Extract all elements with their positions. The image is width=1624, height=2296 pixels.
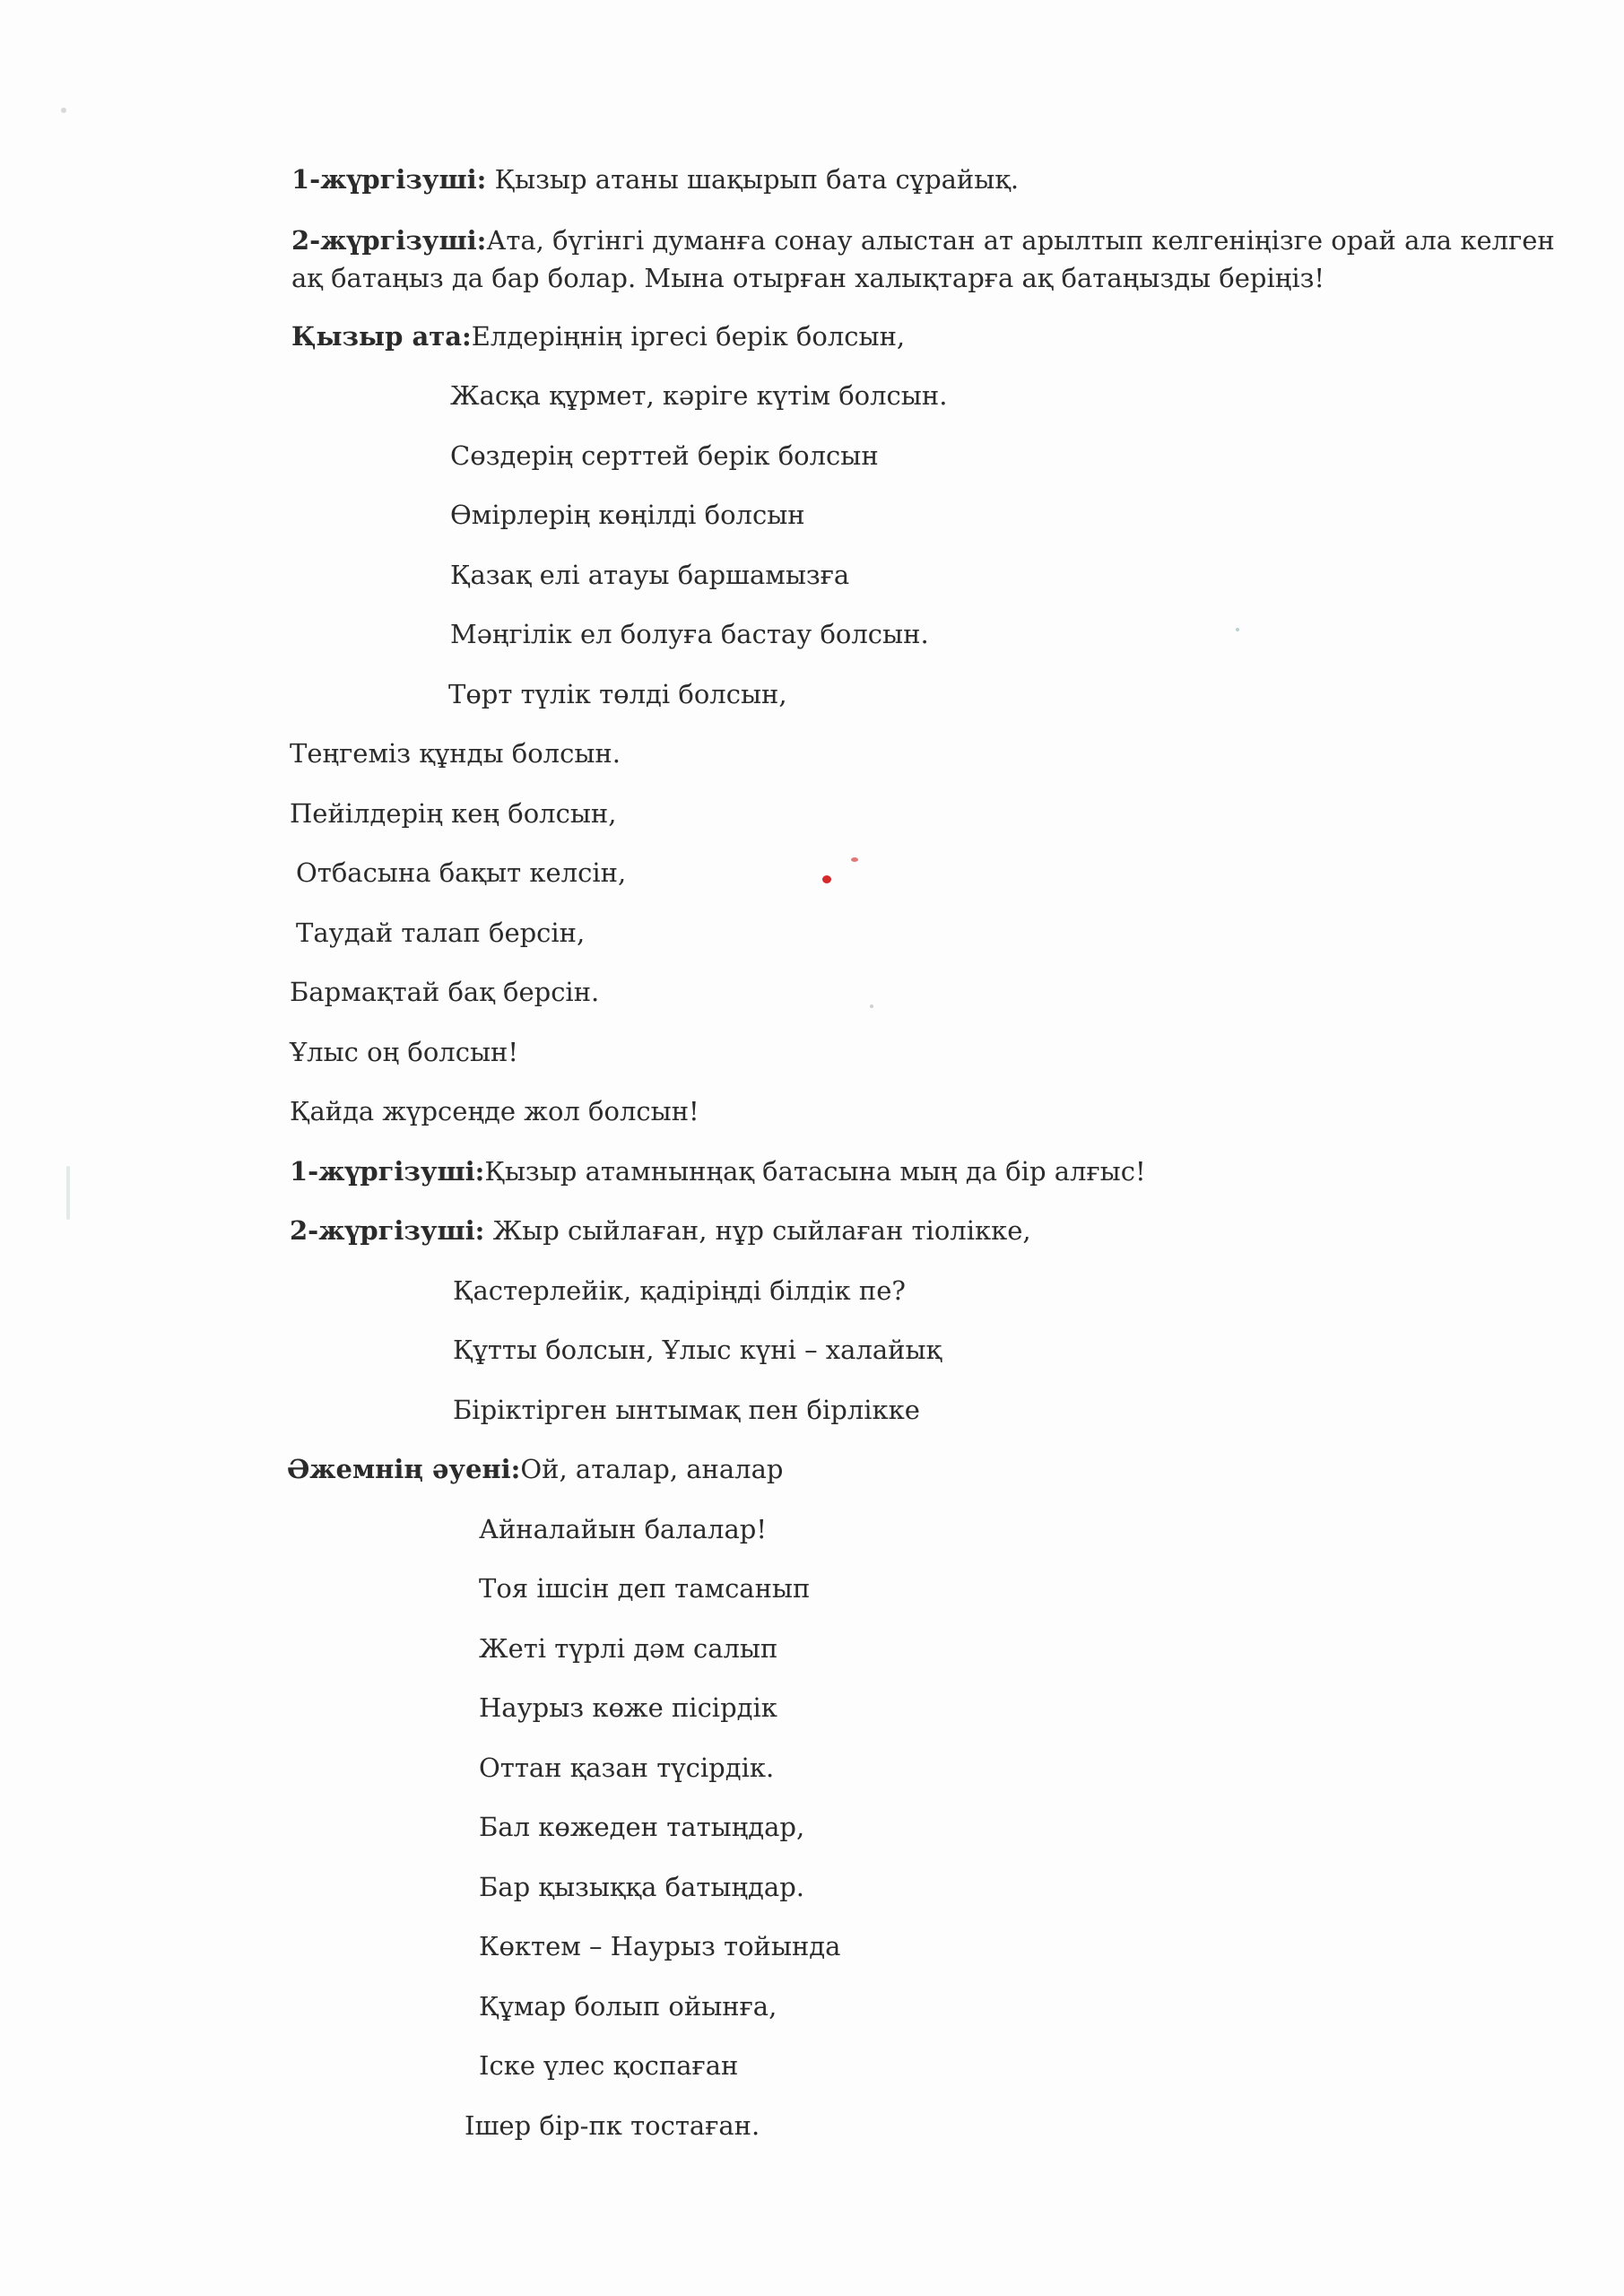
verse-line: Біріктірген ынтымақ пен бірлікке	[453, 1395, 920, 1425]
verse-line: Айналайын балалар!	[479, 1514, 767, 1544]
line-text: Қызыр атамнынңақ батасына мың да бір алғыс!	[484, 1156, 1146, 1187]
scan-speck	[870, 1004, 873, 1008]
verse-line: Қазақ елі атауы баршамызға	[450, 560, 850, 590]
verse-line: Құтты болсын, Ұлыс күні – халайық	[453, 1335, 942, 1365]
dialogue-line	[287, 1451, 783, 1487]
verse-line: Отбасына бақыт келсін,	[296, 857, 627, 888]
line-text: Ой, аталар, аналар	[520, 1454, 784, 1484]
speaker-label: 1-жүргізуші:	[291, 164, 487, 195]
line-text: Жыр сыйлаған, нұр сыйлаған тіолікке,	[484, 1215, 1031, 1246]
verse-line: Жеті түрлі дәм салып	[479, 1633, 778, 1664]
verse-line: Төрт түлік төлді болсын,	[448, 679, 787, 709]
verse-line: Іске үлес қоспаған	[479, 2050, 739, 2081]
verse-line: Оттан қазан түсірдік.	[479, 1752, 775, 1783]
ink-speck	[822, 875, 831, 883]
verse-line: Бал көжеден татыңдар,	[479, 1812, 805, 1842]
line-text: Ата, бүгінгі думанға сонау алыстан ат арылтып келгеніңізге орай ала келген ақ батаңыз да бар болар. Мына отырған халықтарға ақ батаңызды беріңіз!	[291, 225, 1555, 293]
verse-line: Ішер бір-пк тостаған.	[465, 2110, 760, 2141]
verse-line: Жасқа құрмет, кәріге күтім болсын.	[450, 380, 948, 411]
verse-line: Құмар болып ойынға,	[479, 1991, 777, 2022]
speaker-label: Қызыр ата:	[291, 321, 472, 352]
dialogue-line	[290, 1153, 1146, 1189]
scan-speck	[1236, 628, 1239, 631]
verse-line: Бармақтай бақ берсін.	[290, 977, 600, 1007]
speaker-label: 2-жүргізуші:	[291, 225, 487, 256]
ink-speck	[851, 857, 858, 862]
verse-line: Өмірлерің көңілді болсын	[450, 500, 805, 530]
line-text: Қызыр атаны шақырып бата сұрайық.	[486, 164, 1020, 195]
verse-line: Таудай талап берсін,	[296, 918, 586, 948]
verse-line: Сөздерің серттей берік болсын	[450, 440, 879, 471]
dialogue-line	[290, 1213, 1031, 1248]
verse-line: Наурыз көже пісірдік	[479, 1692, 777, 1723]
dialogue-line	[291, 222, 1565, 297]
scan-speck	[61, 108, 66, 113]
scan-speck	[66, 1166, 70, 1220]
verse-line: Мәңгілік ел болуға бастау болсын.	[450, 619, 929, 649]
speaker-label: 2-жүргізуші:	[290, 1215, 485, 1246]
verse-line: Ұлыс оң болсын!	[290, 1037, 519, 1067]
verse-line: Тоя ішсін деп тамсанып	[479, 1573, 811, 1604]
verse-line: Бар қызыққа батыңдар.	[479, 1872, 804, 1902]
speaker-label: Әжемнің әуені:	[287, 1454, 521, 1484]
dialogue-line	[291, 318, 905, 354]
verse-line: Теңгеміз құнды болсын.	[290, 738, 621, 769]
verse-line: Қайда жүрсеңде жол болсын!	[290, 1096, 699, 1126]
dialogue-line	[291, 161, 1019, 197]
verse-line: Пейілдерің кең болсын,	[290, 798, 617, 829]
speaker-label: 1-жүргізуші:	[290, 1156, 485, 1187]
verse-line: Қастерлейік, қадіріңді білдік пе?	[453, 1275, 906, 1306]
verse-line: Көктем – Наурыз тойында	[479, 1931, 841, 1961]
line-text: Елдеріңнің іргесі берік болсын,	[471, 321, 906, 352]
